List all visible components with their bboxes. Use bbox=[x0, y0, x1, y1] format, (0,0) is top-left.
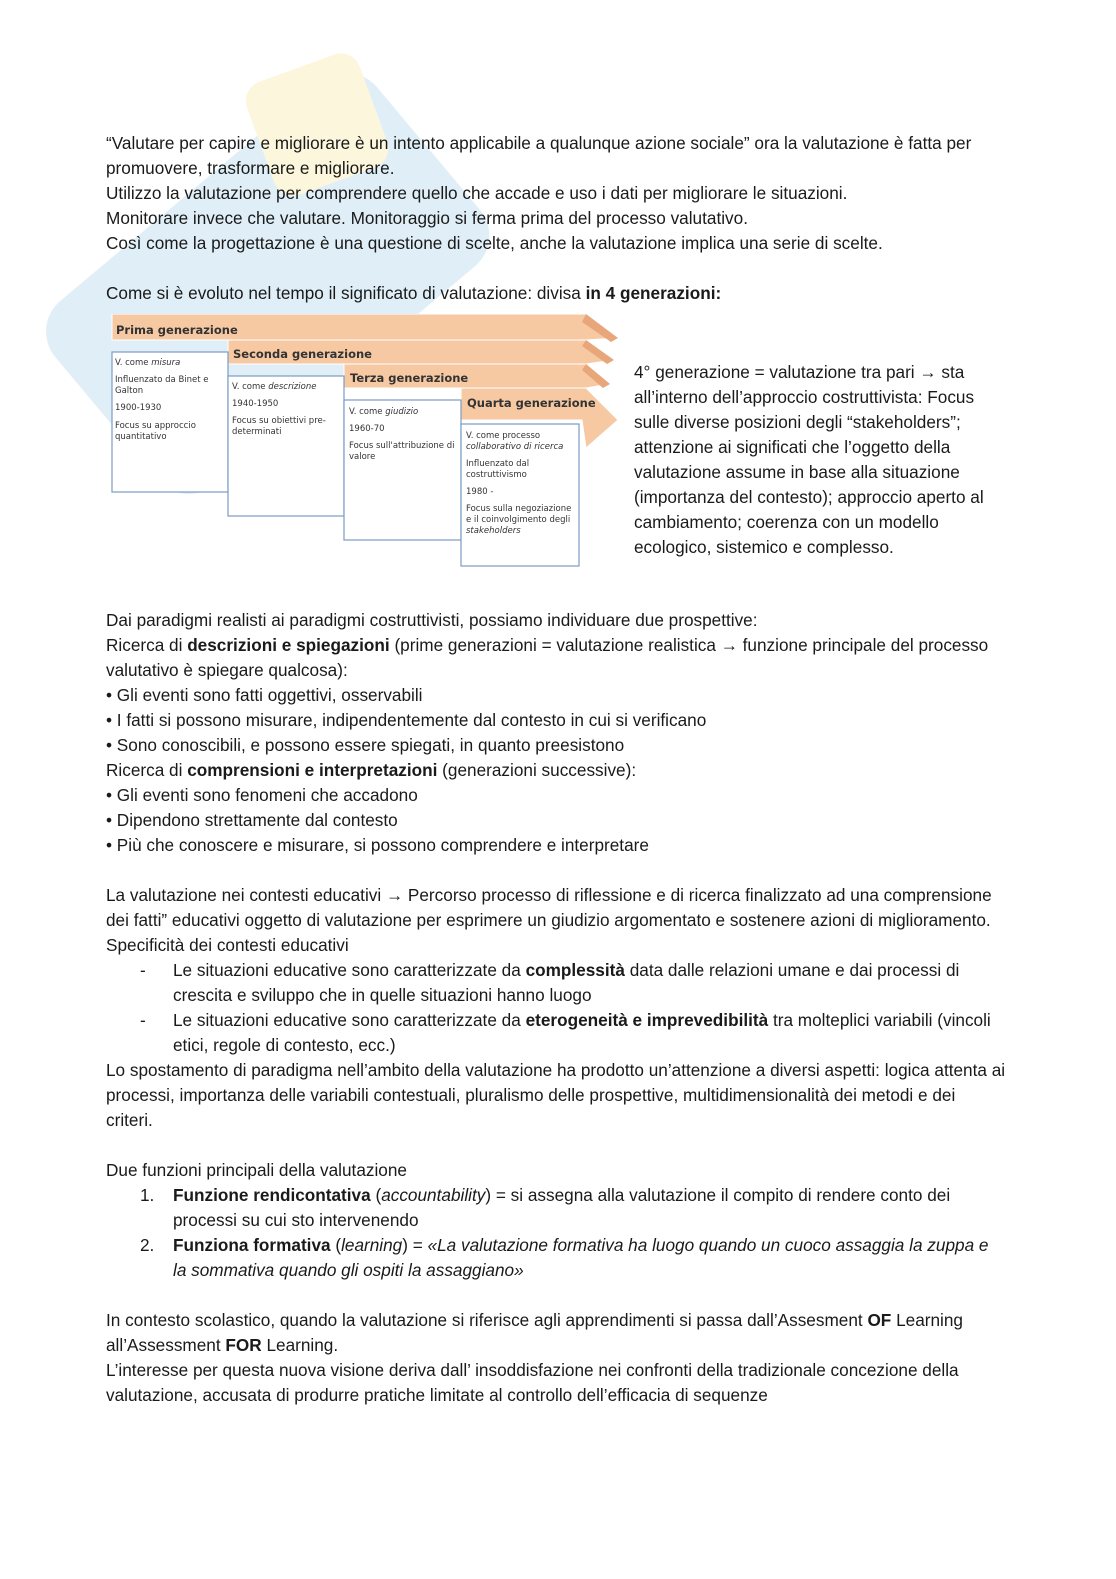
list-item: - Le situazioni educative sono caratterizzate da complessità data dalle relazioni umane e dai processi di crescita e sviluppo che in quelle situazioni hanno luogo bbox=[140, 960, 960, 1005]
gen1-line4: 1900-1930 bbox=[115, 403, 162, 413]
gen2-line4: determinati bbox=[232, 427, 282, 437]
gen1-line1b: misura bbox=[151, 358, 181, 368]
assessment-paragraph: In contesto scolastico, quando la valutazione si riferisce agli apprendimenti si passa dall’Assesment OF Learning all’Assessment FOR Learning. bbox=[106, 1310, 963, 1355]
list-item: • I fatti si possono misurare, indipendentemente dal contesto in cui si verificano bbox=[106, 710, 707, 730]
gen1-title: Prima generazione bbox=[116, 323, 238, 337]
functions-heading: Due funzioni principali della valutazione bbox=[106, 1160, 407, 1180]
list-item: • Sono conoscibili, e possono essere spiegati, in quanto preesistono bbox=[106, 735, 625, 755]
gen3-title: Terza generazione bbox=[350, 371, 469, 385]
paradigms-intro: Dai paradigmi realisti ai paradigmi costruttivisti, possiamo individuare due prospettive: bbox=[106, 610, 758, 630]
gen2-line1a: V. come bbox=[232, 382, 269, 392]
gen3-box bbox=[344, 400, 461, 540]
interest-paragraph: L’interesse per questa nuova visione deriva dall’ insoddisfazione nei confronti della tradizionale concezione della valutazione, accusata di produrre pratiche limitate al controllo dell’efficacia di sequenze bbox=[106, 1360, 959, 1405]
gen1-line3: Galton bbox=[115, 386, 144, 396]
gen4-line5: 1980 - bbox=[466, 487, 494, 497]
gen2-line2: 1940-1950 bbox=[232, 399, 279, 409]
gen4-title: Quarta generazione bbox=[467, 396, 596, 410]
gen4-line8: stakeholders bbox=[466, 526, 521, 536]
generations-intro: Come si è evoluto nel tempo il significato di valutazione: divisa in 4 generazioni: bbox=[106, 283, 722, 303]
list-item: • Più che conoscere e misurare, si possono comprendere e interpretare bbox=[106, 835, 649, 855]
gen4-line1: V. come processo bbox=[466, 431, 541, 441]
gen3-line3: Focus sull'attribuzione di bbox=[349, 441, 455, 451]
document-body bbox=[106, 131, 1006, 1408]
research-interpretations: Ricerca di comprensioni e interpretazioni (generazioni successive): bbox=[106, 760, 637, 780]
intro-paragraph-3: Monitorare invece che valutare. Monitoraggio si ferma prima del processo valutativo. bbox=[106, 208, 748, 228]
list-item: • Gli eventi sono fenomeni che accadono bbox=[106, 785, 418, 805]
svg-text:V. come giudizio bbox=[349, 407, 418, 417]
gen4-line3: Influenzato dal bbox=[466, 459, 530, 469]
list-item: • Gli eventi sono fatti oggettivi, osservabili bbox=[106, 685, 423, 705]
intro-paragraph-4: Così come la progettazione è una questione di scelte, anche la valutazione implica una serie di scelte. bbox=[106, 233, 883, 253]
educational-contexts-paragraph: La valutazione nei contesti educativi → Percorso processo di riflessione e di ricerca finalizzato ad una comprensione dei fatti” educativi oggetto di valutazione per esprimere un giudizio argomentato e sostenere azioni di miglioramento. bbox=[106, 885, 992, 930]
list-item: 1. Funzione rendicontativa (accountability) = si assegna alla valutazione il compito di rendere conto dei processi su cui sto intervenendo bbox=[140, 1185, 951, 1230]
gen3-line2: 1960-70 bbox=[349, 424, 385, 434]
list-item: - Le situazioni educative sono caratterizzate da eterogeneità e imprevedibilità tra molteplici variabili (vincoli etici, regole di contesto, ecc.) bbox=[140, 1010, 991, 1055]
gen2-line1b: descrizione bbox=[268, 382, 317, 392]
gen4-line7: e il coinvolgimento degli bbox=[466, 515, 571, 525]
svg-text:V. come descrizione bbox=[232, 382, 316, 392]
gen3-line1a: V. come bbox=[349, 407, 386, 417]
gen3-line1b: giudizio bbox=[385, 407, 419, 417]
gen1-line6: quantitativo bbox=[115, 432, 167, 442]
svg-text:V. come misura bbox=[115, 358, 180, 368]
research-descriptions: Ricerca di descrizioni e spiegazioni (prime generazioni = valutazione realistica → funzione principale del processo valutativo è spiegare qualcosa): bbox=[106, 635, 989, 680]
gen2-title: Seconda generazione bbox=[233, 347, 372, 361]
gen3-line4: valore bbox=[349, 452, 376, 462]
list-item: 2. Funziona formativa (learning) = «La valutazione formativa ha luogo quando un cuoco assaggia la zuppa e la sommativa quando gli ospiti la assaggiano» bbox=[140, 1235, 989, 1280]
fourth-generation-description: 4° generazione = valutazione tra pari → sta all’interno dell’approccio costruttivista: Focus sulle diverse posizioni degli “stakeholders”; attenzione ai significati che l’oggetto della valutazione assume in base alla situazione (importanza del contesto); approccio aperto al cambiamento; coerenza con un modello ecologico, sistemico e complesso. bbox=[634, 362, 984, 557]
gen2-box bbox=[228, 376, 344, 516]
gen1-line1a: V. come bbox=[115, 358, 152, 368]
paradigm-shift-paragraph: Lo spostamento di paradigma nell’ambito della valutazione ha prodotto un’attenzione a diversi aspetti: logica attenta ai processi, importanza delle variabili contestuali, pluralismo delle prospettive, multidimensionalità dei metodi e dei criteri. bbox=[106, 1060, 1006, 1130]
intro-paragraph-2: Utilizzo la valutazione per comprendere quello che accade e uso i dati per migliorare le situazioni. bbox=[106, 183, 848, 203]
gen1-line5: Focus su approccio bbox=[115, 421, 196, 431]
intro-paragraph-1: “Valutare per capire e migliorare è un intento applicabile a qualunque azione sociale” ora la valutazione è fatta per promuovere, trasformare e migliorare. bbox=[106, 133, 972, 178]
gen4-line6: Focus sulla negoziazione bbox=[466, 504, 572, 514]
gen1-line2: Influenzato da Binet e bbox=[115, 375, 209, 385]
gen2-line3: Focus su obiettivi pre- bbox=[232, 416, 326, 426]
list-item: • Dipendono strettamente dal contesto bbox=[106, 810, 398, 830]
gen4-line2: collaborativo di ricerca bbox=[466, 442, 564, 452]
gen4-line4: costruttivismo bbox=[466, 470, 527, 480]
generations-diagram bbox=[106, 314, 626, 576]
generations-section bbox=[106, 308, 1006, 608]
educational-specificity-heading: Specificità dei contesti educativi bbox=[106, 935, 349, 955]
